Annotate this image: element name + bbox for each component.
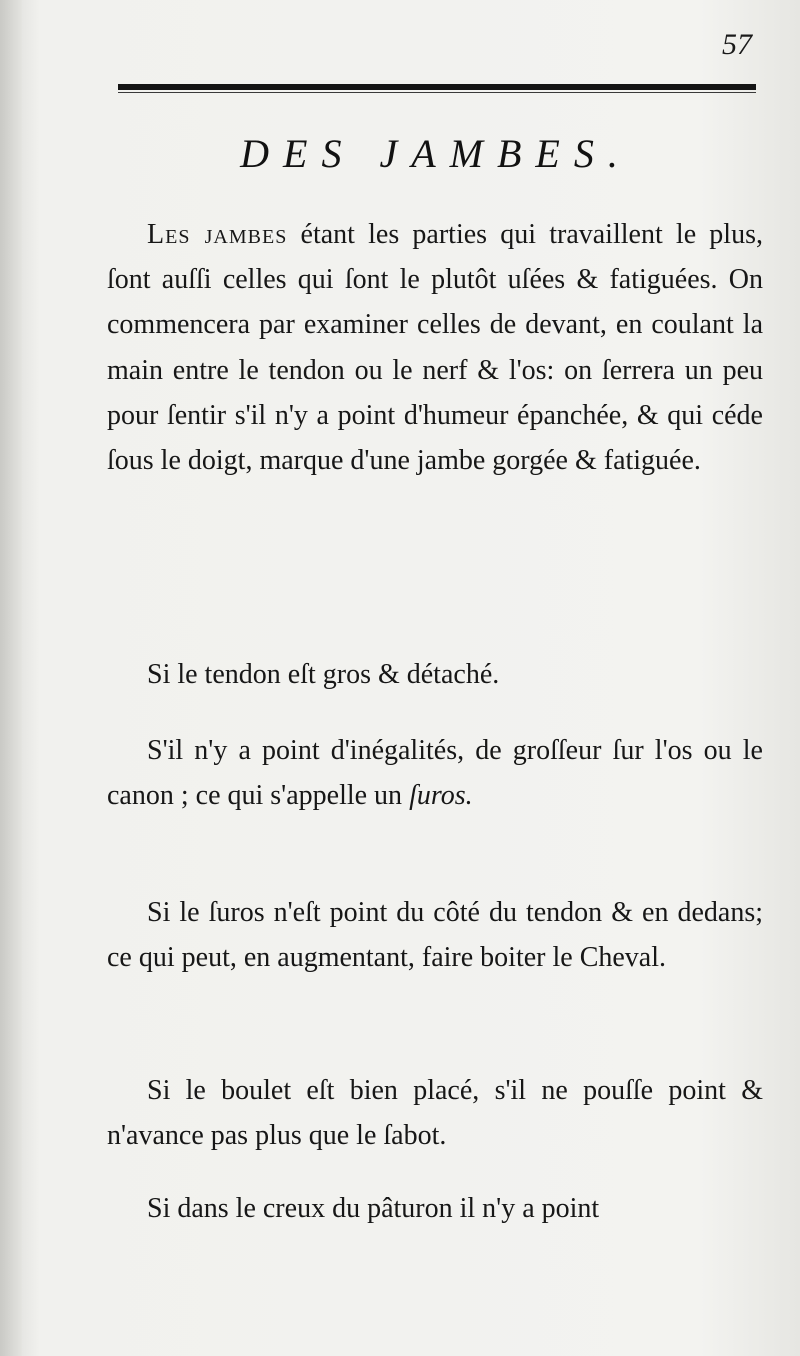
page-number: 57 xyxy=(722,28,752,61)
paragraph-4 xyxy=(107,890,763,980)
paragraph-2 xyxy=(107,652,763,697)
paragraph-6 xyxy=(107,1186,763,1231)
paragraph-text: Si le boulet eſt bien placé, s'il ne pouſſe point & n'avance pas plus que le ſabot. xyxy=(107,1075,763,1152)
paragraph-5 xyxy=(107,1068,763,1158)
paragraph-text: S'il n'y a point d'inégalités, de groſſeur ſur l'os ou le canon ; ce qui s'appelle un xyxy=(107,735,763,812)
paragraph-1 xyxy=(107,212,763,483)
paragraph-lead: Les jambes xyxy=(147,219,288,250)
paragraph-italic-term: ſuros. xyxy=(409,780,473,812)
paragraph-text: Si le ſuros n'eſt point du côté du tendon & en dedans; ce qui peut, en augmentant, faire boiter le Cheval. xyxy=(107,897,763,974)
header-rule xyxy=(118,84,756,90)
page-gutter xyxy=(0,0,22,1356)
paragraph-text: Si dans le creux du pâturon il n'y a point xyxy=(147,1193,600,1224)
paragraph-text: Si le tendon eſt gros & détaché. xyxy=(147,659,500,690)
paragraph-3 xyxy=(107,728,763,818)
chapter-title: DES JAMBES. xyxy=(240,131,632,176)
paragraph-text: étant les parties qui travaillent le plus, ſont auſſi celles qui ſont le plutôt uſées & fatiguées. On commencera par examiner celles de devant, en coulant la main entre le tendon ou le nerf & l'os: on ſerrera un peu pour ſentir s'il n'y a point d'humeur épanchée, & qui céde ſous le doigt, marque d'une jambe gorgée & fatiguée. xyxy=(107,219,763,477)
